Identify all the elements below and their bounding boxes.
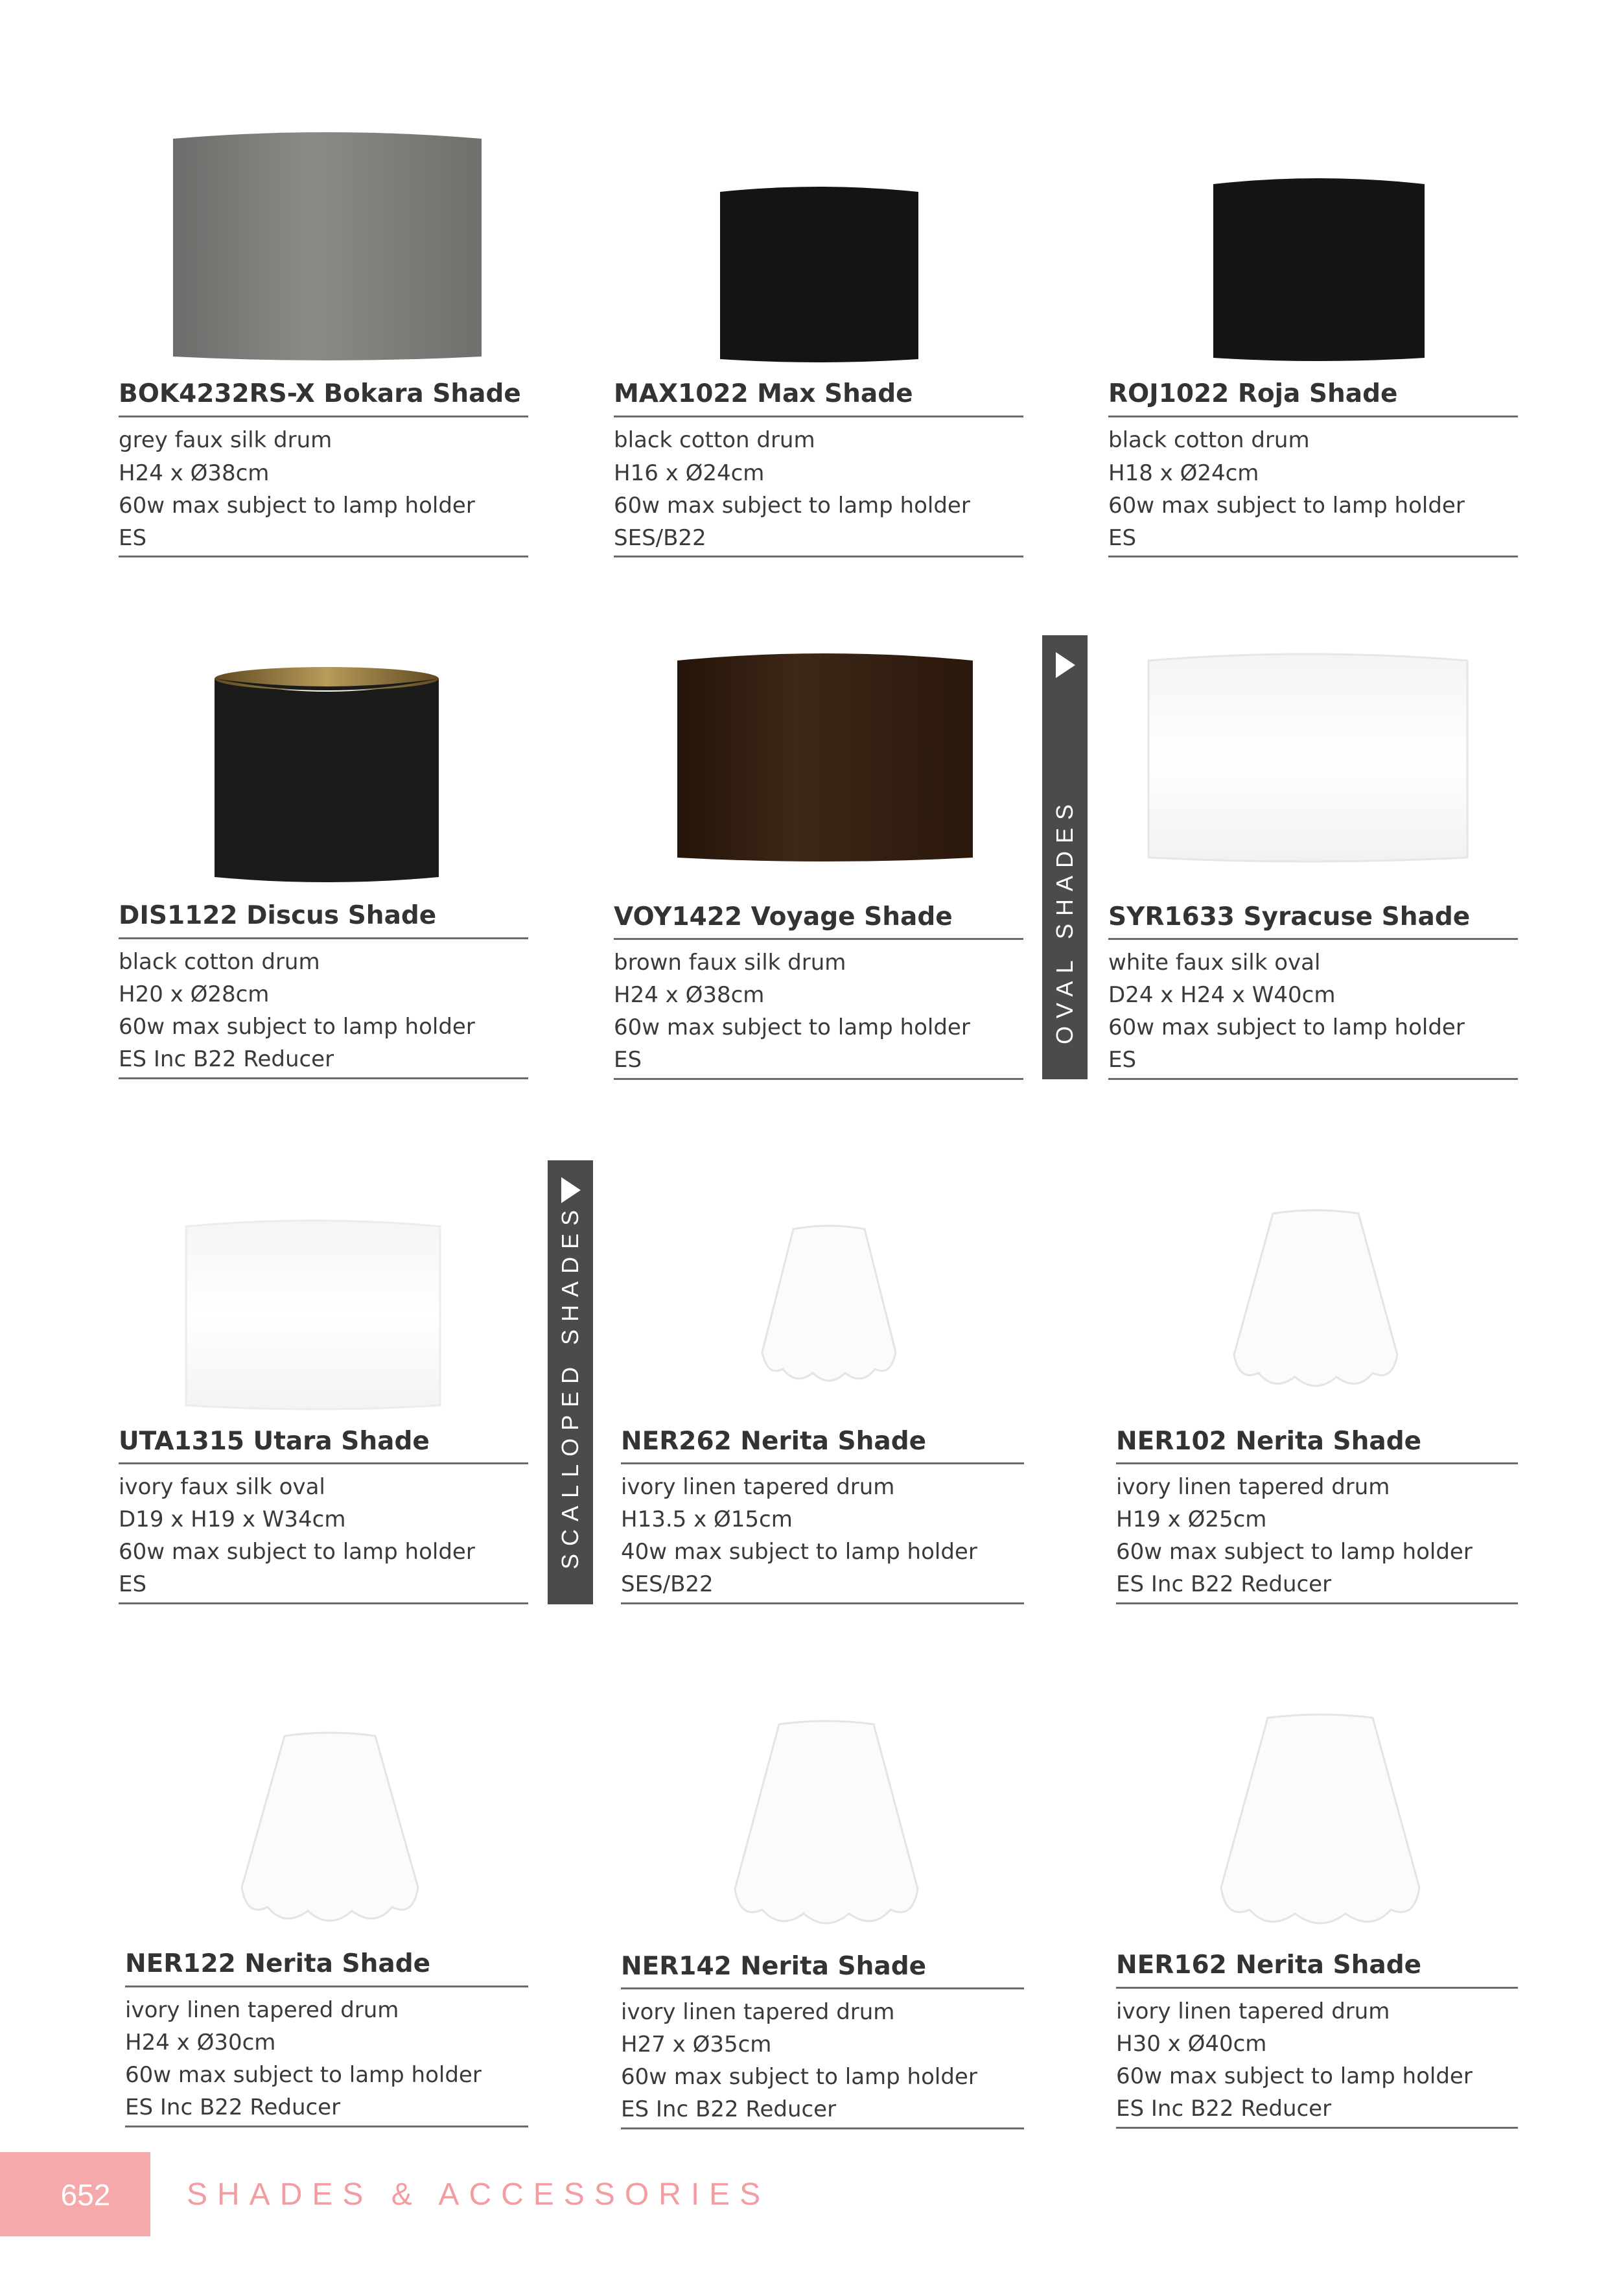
product-dimensions: D19 x H19 x W34cm bbox=[119, 1506, 346, 1532]
oval-shades-label: OVAL SHADES bbox=[1051, 796, 1078, 1044]
product-dimensions: H24 x Ø38cm bbox=[119, 460, 270, 486]
divider bbox=[119, 1602, 528, 1604]
product-wattage: 60w max subject to lamp holder bbox=[119, 1539, 475, 1565]
product-material: ivory linen tapered drum bbox=[1116, 1474, 1390, 1500]
product-fitting: ES bbox=[119, 525, 147, 551]
divider bbox=[119, 1077, 528, 1079]
product-card bbox=[614, 651, 1023, 1083]
divider bbox=[1116, 1462, 1518, 1464]
product-title: SYR1633 Syracuse Shade bbox=[1108, 902, 1471, 931]
oval-shades-tab[interactable] bbox=[1042, 635, 1088, 1079]
product-card bbox=[1108, 130, 1518, 557]
product-wattage: 60w max subject to lamp holder bbox=[119, 493, 475, 519]
product-fitting: ES bbox=[614, 1047, 642, 1073]
product-wattage: 60w max subject to lamp holder bbox=[621, 2064, 977, 2090]
divider bbox=[1116, 2127, 1518, 2129]
scalloped-shades-label: SCALLOPED SHADES bbox=[557, 1202, 583, 1569]
drum-shade-image bbox=[719, 185, 920, 364]
product-dimensions: H27 x Ø35cm bbox=[621, 2032, 772, 2057]
product-fitting: ES Inc B22 Reducer bbox=[1116, 1571, 1332, 1597]
product-card bbox=[1116, 1175, 1518, 1609]
product-title: VOY1422 Voyage Shade bbox=[614, 902, 953, 931]
divider bbox=[119, 416, 528, 417]
product-card bbox=[119, 130, 528, 557]
product-fitting: ES bbox=[1108, 1047, 1137, 1073]
product-wattage: 60w max subject to lamp holder bbox=[614, 1014, 970, 1040]
scalloped-shade-image bbox=[233, 1729, 427, 1930]
product-dimensions: H24 x Ø30cm bbox=[125, 2030, 276, 2056]
product-dimensions: H19 x Ø25cm bbox=[1116, 1506, 1267, 1532]
divider bbox=[614, 556, 1023, 557]
oval-shade-image bbox=[1146, 651, 1470, 865]
product-card bbox=[125, 1698, 528, 2136]
product-dimensions: H18 x Ø24cm bbox=[1108, 460, 1259, 486]
product-title: NER122 Nerita Shade bbox=[125, 1949, 431, 1978]
divider bbox=[119, 1462, 528, 1464]
scalloped-shade-image bbox=[754, 1223, 903, 1388]
divider bbox=[119, 556, 528, 557]
drum-shade-image bbox=[213, 666, 440, 885]
product-wattage: 60w max subject to lamp holder bbox=[1116, 2063, 1473, 2089]
divider bbox=[1108, 416, 1518, 417]
product-title: NER102 Nerita Shade bbox=[1116, 1427, 1422, 1456]
product-wattage: 60w max subject to lamp holder bbox=[614, 493, 970, 519]
divider bbox=[125, 2126, 528, 2127]
product-material: ivory faux silk oval bbox=[119, 1474, 325, 1500]
product-title: DIS1122 Discus Shade bbox=[119, 901, 437, 930]
page-number: 652 bbox=[60, 2178, 111, 2212]
product-material: black cotton drum bbox=[614, 427, 815, 453]
product-card bbox=[621, 1175, 1024, 1609]
product-dimensions: H30 x Ø40cm bbox=[1116, 2031, 1267, 2057]
product-dimensions: H20 x Ø28cm bbox=[119, 981, 270, 1007]
scalloped-shade-image bbox=[1212, 1711, 1428, 1933]
scalloped-shade-image bbox=[726, 1718, 927, 1933]
product-fitting: ES bbox=[119, 1571, 147, 1597]
product-wattage: 60w max subject to lamp holder bbox=[1116, 1539, 1473, 1565]
product-material: white faux silk oval bbox=[1108, 950, 1321, 976]
product-wattage: 60w max subject to lamp holder bbox=[1108, 493, 1465, 519]
divider bbox=[621, 1602, 1024, 1604]
product-material: black cotton drum bbox=[119, 949, 320, 975]
product-fitting: ES Inc B22 Reducer bbox=[125, 2094, 341, 2120]
product-title: MAX1022 Max Shade bbox=[614, 379, 913, 408]
play-arrow-icon bbox=[561, 1177, 581, 1203]
scalloped-shade-image bbox=[1225, 1207, 1406, 1395]
product-title: NER162 Nerita Shade bbox=[1116, 1950, 1422, 1980]
divider bbox=[614, 938, 1023, 940]
divider bbox=[1108, 1078, 1518, 1080]
divider bbox=[119, 937, 528, 939]
product-title: ROJ1022 Roja Shade bbox=[1108, 379, 1398, 408]
product-title: NER262 Nerita Shade bbox=[621, 1427, 927, 1456]
product-material: black cotton drum bbox=[1108, 427, 1310, 453]
divider bbox=[614, 416, 1023, 417]
divider bbox=[614, 1078, 1023, 1080]
product-material: ivory linen tapered drum bbox=[621, 1999, 895, 2025]
product-card bbox=[621, 1698, 1024, 2136]
product-fitting: SES/B22 bbox=[621, 1571, 714, 1597]
product-material: ivory linen tapered drum bbox=[621, 1474, 895, 1500]
product-material: grey faux silk drum bbox=[119, 427, 332, 453]
product-dimensions: H24 x Ø38cm bbox=[614, 982, 765, 1008]
product-card bbox=[1108, 651, 1518, 1083]
product-fitting: ES Inc B22 Reducer bbox=[119, 1046, 334, 1072]
product-fitting: ES Inc B22 Reducer bbox=[621, 2096, 837, 2122]
product-material: brown faux silk drum bbox=[614, 950, 846, 976]
product-wattage: 60w max subject to lamp holder bbox=[119, 1014, 475, 1040]
divider bbox=[1116, 1987, 1518, 1989]
product-title: UTA1315 Utara Shade bbox=[119, 1427, 430, 1456]
divider bbox=[621, 1987, 1024, 1989]
product-card bbox=[119, 1175, 528, 1609]
divider bbox=[1116, 1602, 1518, 1604]
product-dimensions: H16 x Ø24cm bbox=[614, 460, 765, 486]
product-fitting: ES Inc B22 Reducer bbox=[1116, 2096, 1332, 2122]
divider bbox=[125, 1986, 528, 1987]
product-title: BOK4232RS-X Bokara Shade bbox=[119, 379, 521, 408]
product-card bbox=[614, 130, 1023, 557]
section-title: SHADES & ACCESSORIES bbox=[187, 2177, 771, 2212]
divider bbox=[621, 1462, 1024, 1464]
product-fitting: SES/B22 bbox=[614, 525, 706, 551]
divider bbox=[1108, 556, 1518, 557]
scalloped-shades-tab[interactable] bbox=[548, 1160, 593, 1604]
product-fitting: ES bbox=[1108, 525, 1137, 551]
drum-shade-image bbox=[1212, 176, 1426, 363]
product-material: ivory linen tapered drum bbox=[1116, 1998, 1390, 2024]
divider bbox=[1108, 938, 1518, 940]
product-dimensions: H13.5 x Ø15cm bbox=[621, 1506, 793, 1532]
divider bbox=[621, 2127, 1024, 2129]
drum-shade-image bbox=[172, 130, 483, 363]
product-wattage: 60w max subject to lamp holder bbox=[1108, 1014, 1465, 1040]
product-card bbox=[119, 651, 528, 1083]
oval-shade-image bbox=[183, 1217, 443, 1413]
play-arrow-icon bbox=[1056, 652, 1075, 678]
product-title: NER142 Nerita Shade bbox=[621, 1952, 927, 1981]
product-wattage: 40w max subject to lamp holder bbox=[621, 1539, 977, 1565]
product-dimensions: D24 x H24 x W40cm bbox=[1108, 982, 1336, 1008]
product-material: ivory linen tapered drum bbox=[125, 1997, 399, 2023]
product-wattage: 60w max subject to lamp holder bbox=[125, 2062, 482, 2088]
drum-shade-image bbox=[676, 651, 974, 865]
product-card bbox=[1116, 1698, 1518, 2136]
